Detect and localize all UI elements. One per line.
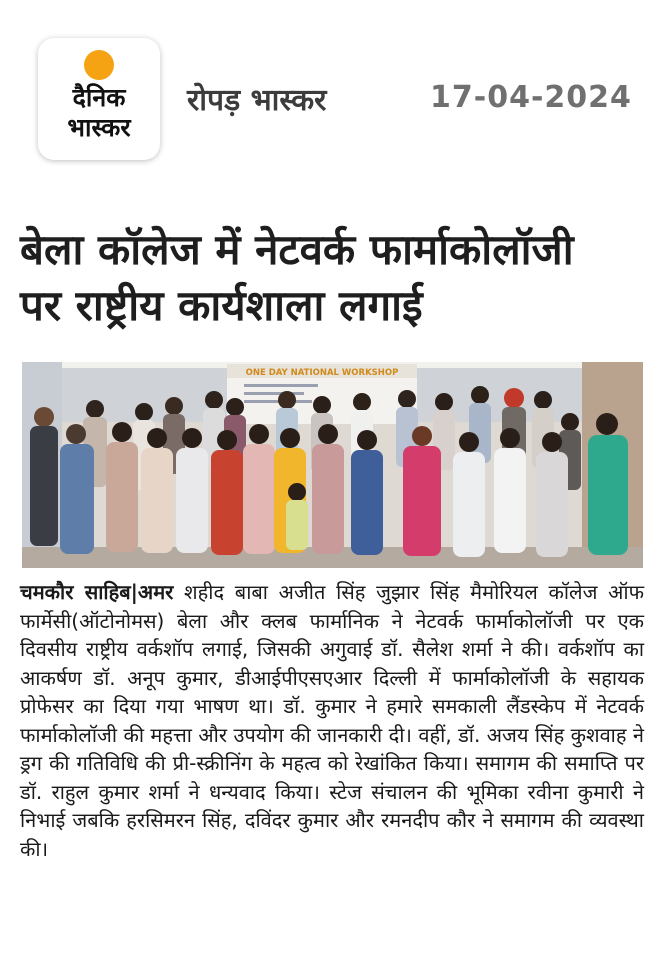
article-body xyxy=(20,578,644,863)
logo-text-dainik: दैनिक xyxy=(72,83,126,112)
workshop-banner-text: ONE DAY NATIONAL WORKSHOP xyxy=(245,368,399,378)
headline-line-1: बेला कॉलेज में नेटवर्क फार्माकोलॉजी xyxy=(20,225,574,274)
article-body-text: शहीद बाबा अजीत सिंह जुझार सिंह मैमोरियल कॉलेज ऑफ फार्मेसी(ऑटोनोमस) बेला और क्लब फार्मानिक ने नेटवर्क फार्माकोलॉजी पर एक दिवसीय राष्ट्रीय वर्कशॉप लगाई, जिसकी अगुवाई डॉ. सैलेश शर्मा ने की। वर्कशॉप का आकर्षण डॉ. अनूप कुमार, डीआईपीएसएआर दिल्ली में फार्माकोलॉजी के सहायक प्रोफेसर का दिया गया भाषण था। डॉ. कुमार ने हमारे समकाली लैंडस्केप में नेटवर्क फार्माकोलॉजी की महत्ता और उपयोग की जानकारी दी। वहीं, डॉ. अजय सिंह कुशवाह ने ड्रग की गतिविधि की प्री-स्क्रीनिंग के महत्व को रेखांकित किया। समागम की समाप्ति पर डॉ. राहुल कुमार शर्मा ने धन्यवाद किया। स्टेज संचालन की भूमिका रवीना कुमारी ने निभाई जबकि हरसिमरन सिंह, दविंदर कुमार और रमनदीप कौर ने समागम की व्यवस्था की। xyxy=(20,580,644,861)
group-photo-illustration xyxy=(22,362,643,568)
sun-icon xyxy=(84,50,114,80)
edition-name: रोपड़ भास्कर xyxy=(187,83,327,118)
dateline: चमकौर साहिब|अमर xyxy=(20,580,174,604)
logo-text-bhaskar: भास्कर xyxy=(67,113,131,142)
headline-line-2: पर राष्ट्रीय कार्यशाला लगाई xyxy=(20,281,423,330)
group-photo xyxy=(22,362,643,568)
publication-date: 17-04-2024 xyxy=(430,80,632,115)
dainik-bhaskar-logo xyxy=(38,38,160,160)
article-headline xyxy=(20,222,650,334)
